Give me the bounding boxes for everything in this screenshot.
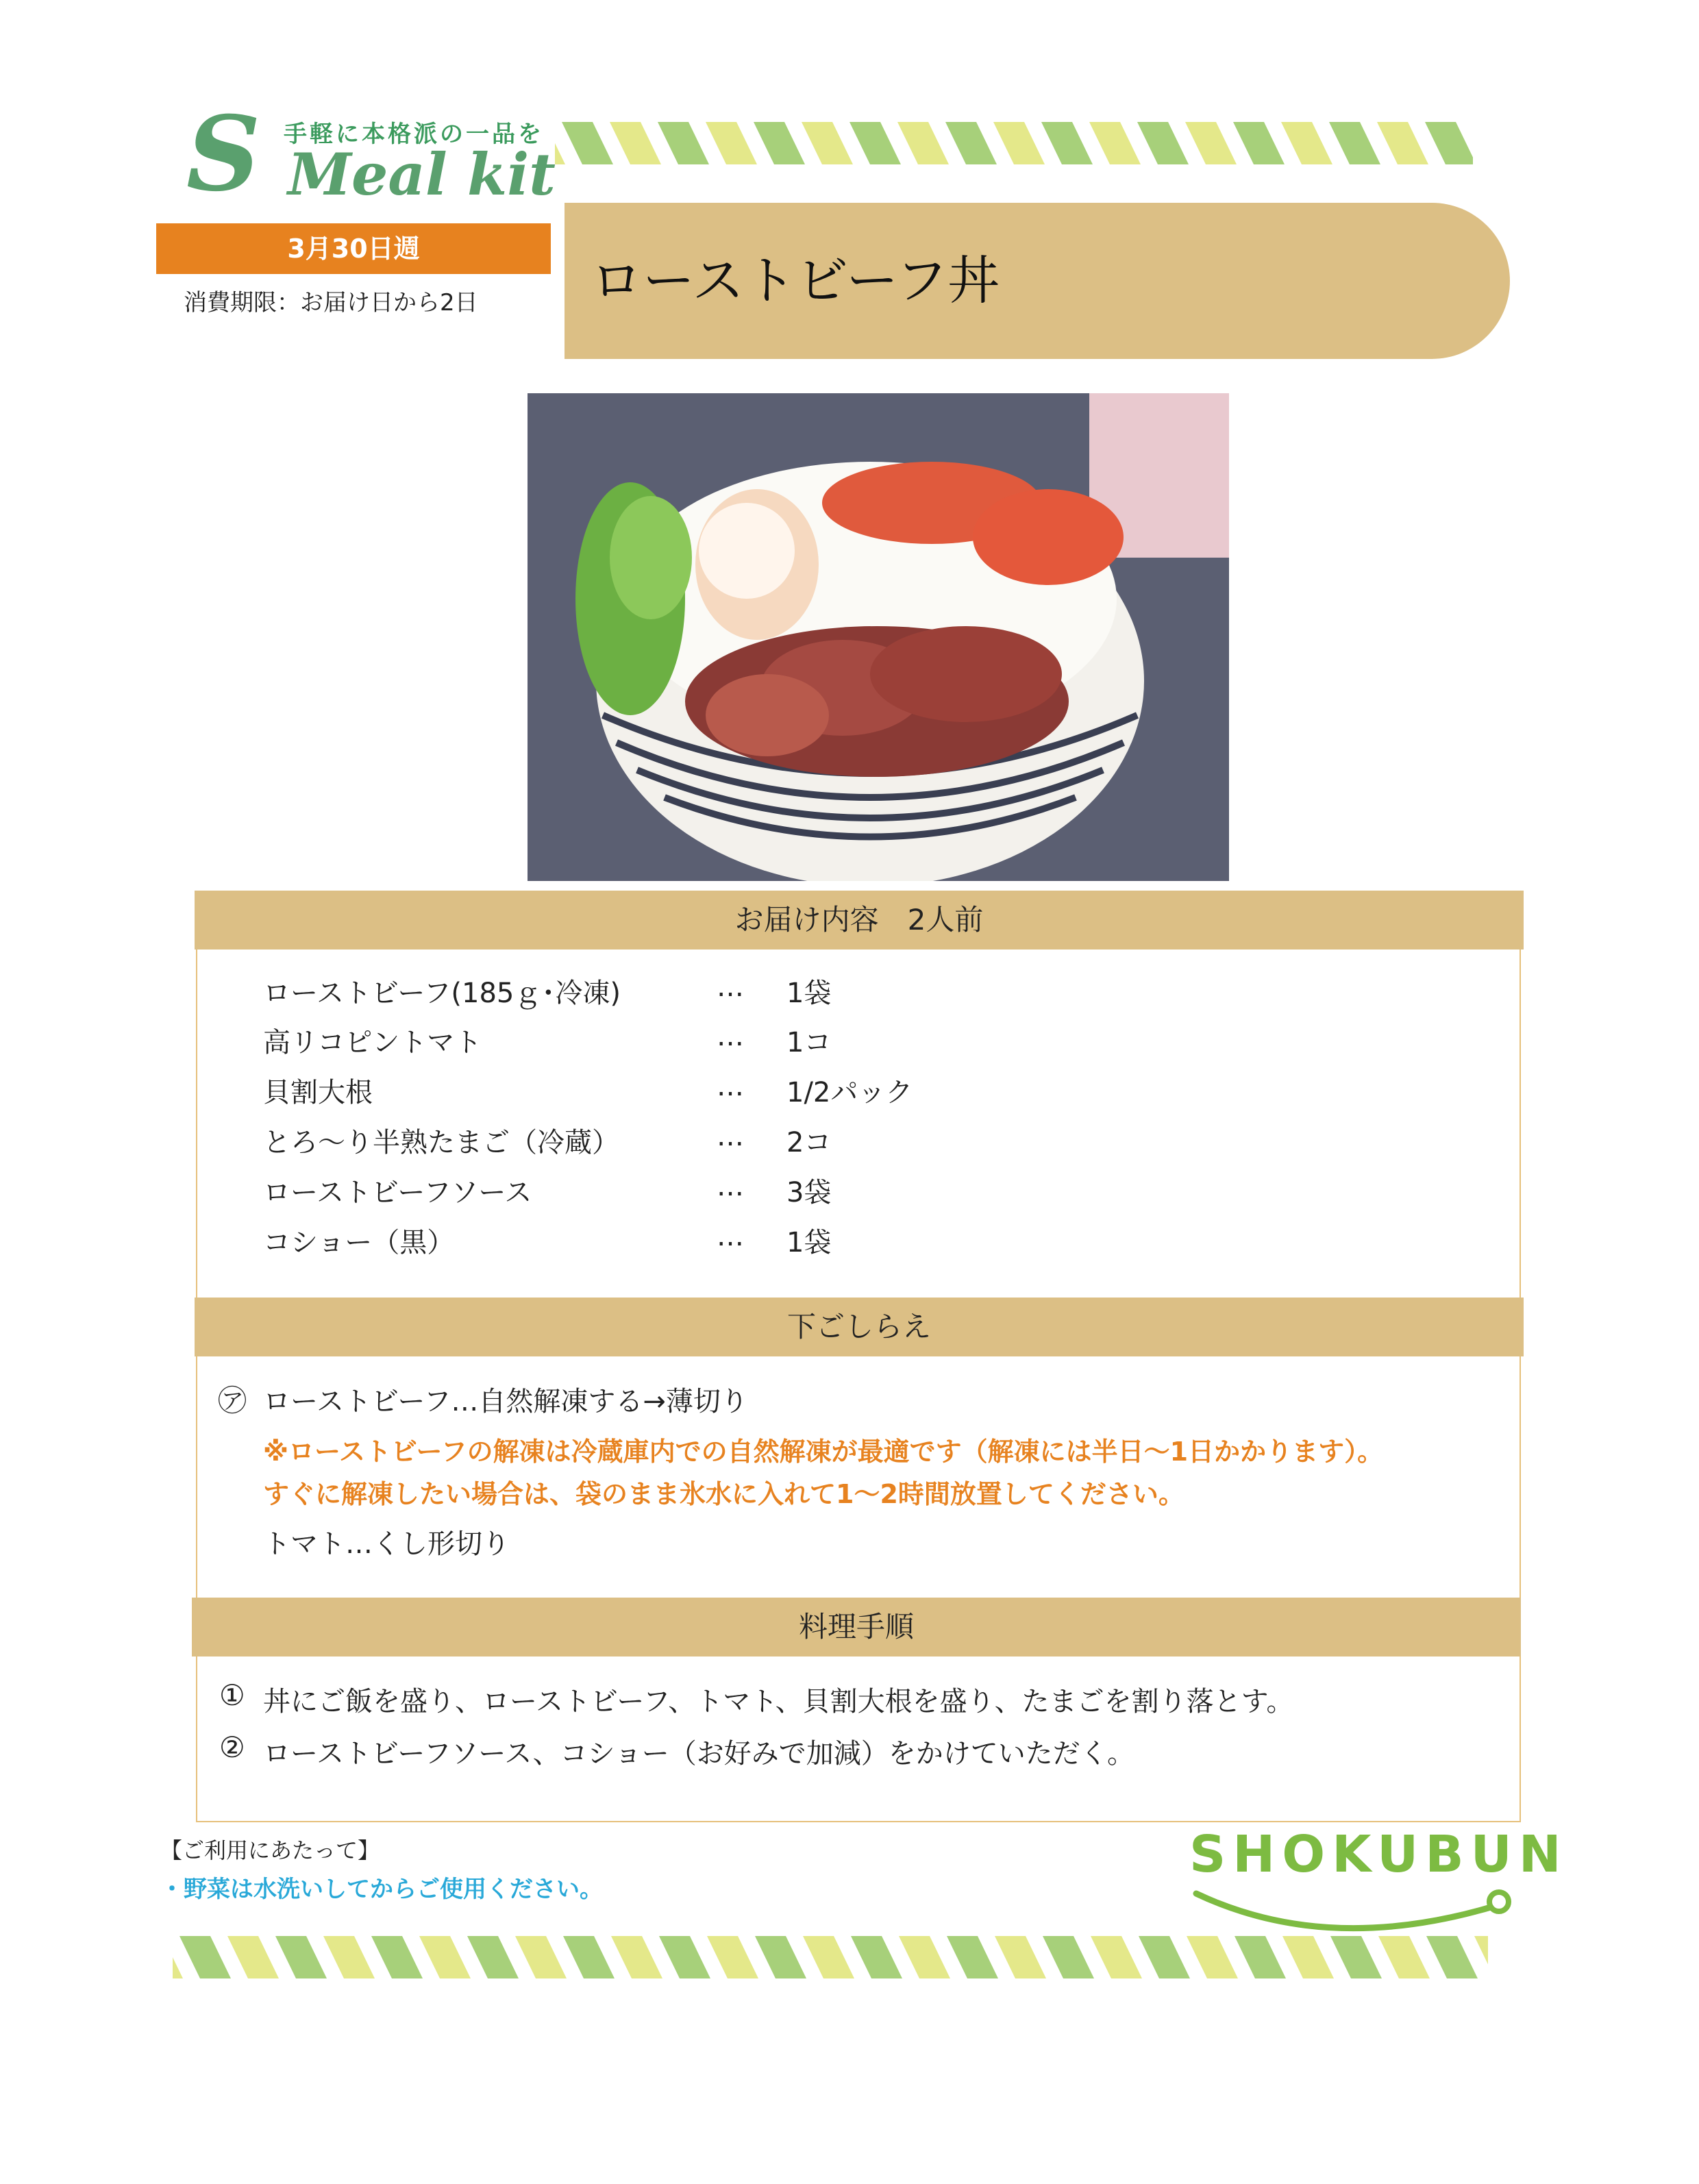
stripe xyxy=(1282,1936,1334,1978)
stripe xyxy=(562,122,613,164)
stripe xyxy=(1187,1936,1238,1978)
usage-heading: 【ご利用にあたって】 xyxy=(160,1837,380,1863)
step-text: ローストビーフソース、コショー（お好みで加減）をかけていただく。 xyxy=(263,1738,1134,1770)
stripe xyxy=(323,1936,375,1978)
stripe xyxy=(371,1936,423,1978)
bottom-stripe-band xyxy=(173,1936,1488,1978)
stripe xyxy=(945,122,997,164)
stripe xyxy=(1378,1936,1430,1978)
top-stripe-band xyxy=(555,122,1473,164)
stripe xyxy=(1377,122,1428,164)
logo-tagline: 手軽に本格派の一品を xyxy=(284,121,544,148)
shokubun-logo: SHOKUBUN xyxy=(1189,1825,1568,1884)
stripe xyxy=(1233,122,1285,164)
stripe xyxy=(1474,1936,1488,1978)
stripe xyxy=(1235,1936,1286,1978)
stripe xyxy=(658,122,709,164)
delivery-item-name: コショー（黒） xyxy=(263,1227,455,1258)
stripe xyxy=(227,1936,279,1978)
stripe xyxy=(802,122,853,164)
delivery-item-name: ローストビーフ(185ｇ･冷凍) xyxy=(263,978,621,1009)
stripe xyxy=(555,122,565,164)
stripe xyxy=(755,1936,806,1978)
stripe xyxy=(706,122,757,164)
stripe xyxy=(179,1936,231,1978)
delivery-item-name: 高リコピントマト xyxy=(263,1027,482,1058)
delivery-item-qty: 1/2パック xyxy=(786,1077,913,1108)
stripe xyxy=(707,1936,758,1978)
stripe xyxy=(419,1936,471,1978)
usage-note: ・野菜は水洗いしてからご使用ください。 xyxy=(160,1876,603,1903)
stripe xyxy=(1185,122,1237,164)
delivery-item-qty: 2コ xyxy=(786,1127,832,1158)
stripe xyxy=(803,1936,854,1978)
stripe xyxy=(1426,1936,1478,1978)
delivery-item-qty: 1コ xyxy=(786,1027,832,1058)
delivery-item-name: とろ～り半熟たまご（冷蔵） xyxy=(263,1127,619,1158)
delivery-item-qty: 3袋 xyxy=(786,1177,832,1208)
stripe xyxy=(563,1936,615,1978)
stripe xyxy=(515,1936,567,1978)
prep-mark: ㋐ xyxy=(218,1384,247,1417)
delivery-item-qty: 1袋 xyxy=(786,1227,832,1258)
stripe xyxy=(1137,122,1189,164)
logo-meal-kit: Meal kit xyxy=(288,140,556,208)
delivery-item-separator: … xyxy=(717,1121,744,1152)
stripe xyxy=(467,1936,519,1978)
week-badge: 3月30日週 xyxy=(156,223,551,274)
stripe xyxy=(173,1936,183,1978)
delivery-item-separator: … xyxy=(717,1171,744,1202)
delivery-item-separator: … xyxy=(717,971,744,1003)
stripe xyxy=(1041,122,1093,164)
stripe xyxy=(851,1936,902,1978)
stripe xyxy=(1281,122,1332,164)
stripe xyxy=(1139,1936,1190,1978)
prep-step-tomato: トマト…くし形切り xyxy=(263,1528,510,1560)
steps-section-heading: 料理手順 xyxy=(192,1598,1521,1656)
step-mark: ② xyxy=(219,1730,245,1764)
dish-photo xyxy=(528,393,1229,881)
delivery-item-name: ローストビーフソース xyxy=(263,1177,532,1208)
stripe xyxy=(1089,122,1141,164)
delivery-item-separator: … xyxy=(717,1071,744,1102)
stripe xyxy=(611,1936,662,1978)
stripe xyxy=(659,1936,710,1978)
stripe xyxy=(1425,122,1473,164)
expiry-text: 消費期限：お届け日から2日 xyxy=(184,289,478,317)
stripe xyxy=(993,122,1045,164)
stripe xyxy=(1329,122,1380,164)
delivery-item-separator: … xyxy=(717,1221,744,1252)
page-title: ローストビーフ丼 xyxy=(591,250,1000,311)
prep-step-beef: ローストビーフ…自然解凍する→薄切り xyxy=(263,1386,748,1417)
delivery-section-heading: お届け内容 2人前 xyxy=(195,891,1524,950)
delivery-item-qty: 1袋 xyxy=(786,978,832,1009)
stripe xyxy=(899,1936,950,1978)
stripe xyxy=(275,1936,327,1978)
step-mark: ① xyxy=(219,1678,245,1712)
stripe xyxy=(850,122,901,164)
prep-section-heading: 下ごしらえ xyxy=(195,1298,1524,1356)
stripe xyxy=(1330,1936,1382,1978)
delivery-item-separator: … xyxy=(717,1021,744,1052)
stripe xyxy=(754,122,805,164)
prep-thaw-note-2: すぐに解凍したい場合は、袋のまま氷水に入れて1～2時間放置してください。 xyxy=(263,1479,1185,1509)
prep-thaw-note: ※ローストビーフの解凍は冷蔵庫内での自然解凍が最適です（解凍には半日～1日かかります）。 xyxy=(263,1437,1384,1467)
stripe xyxy=(897,122,949,164)
delivery-item-name: 貝割大根 xyxy=(263,1077,373,1108)
stripe xyxy=(947,1936,998,1978)
stripe xyxy=(1091,1936,1142,1978)
stripe xyxy=(995,1936,1046,1978)
step-text: 丼にご飯を盛り、ローストビーフ、トマト、貝割大根を盛り、たまごを割り落とす。 xyxy=(263,1686,1294,1717)
logo-s-letter: S xyxy=(186,94,261,214)
stripe xyxy=(1043,1936,1094,1978)
stripe xyxy=(610,122,661,164)
